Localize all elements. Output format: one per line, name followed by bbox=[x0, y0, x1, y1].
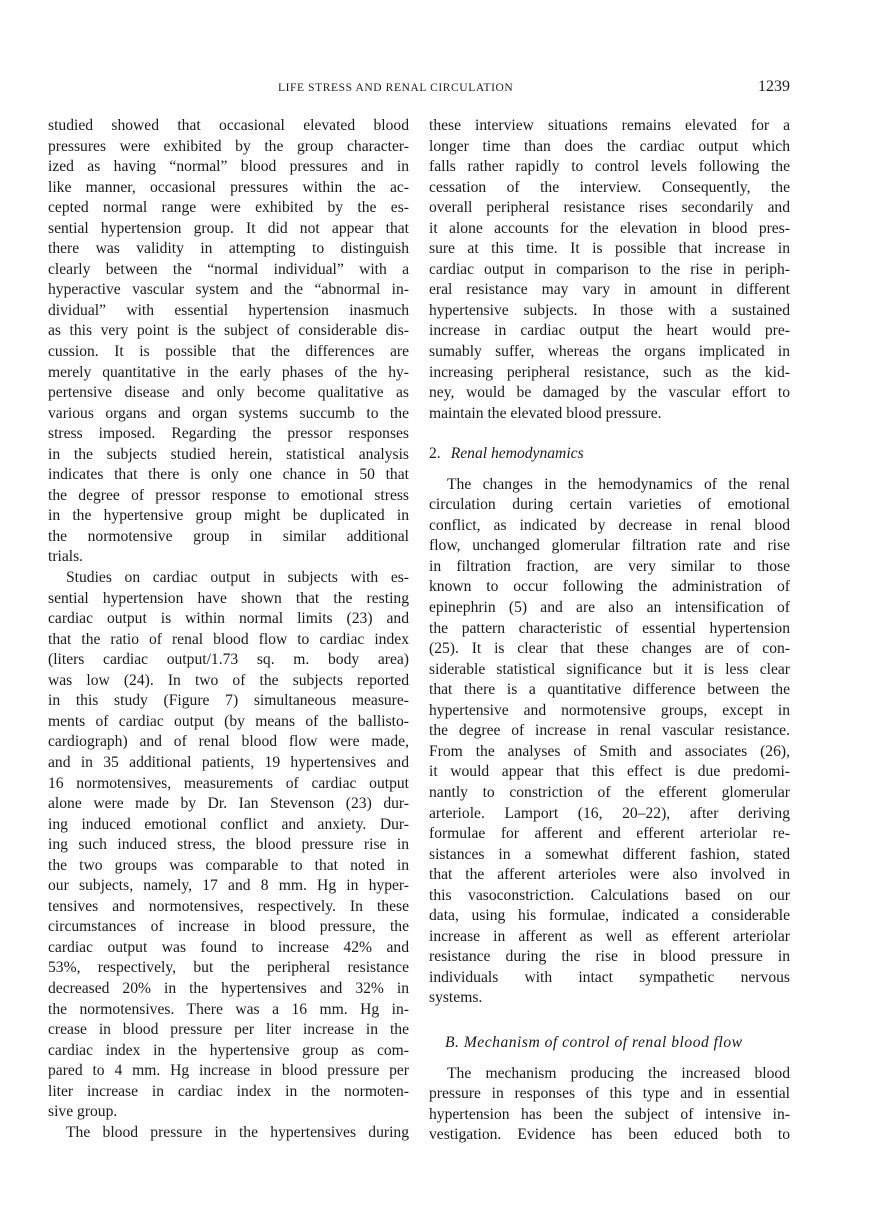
text-line: maintain the elevated blood pressure. bbox=[429, 404, 662, 422]
text-line: pressures were exhibited by the group character- bbox=[48, 137, 409, 155]
spacer bbox=[429, 465, 790, 475]
text-line: hypertensive subjects. In those with a sustained bbox=[429, 301, 790, 319]
spacer bbox=[429, 424, 790, 444]
spacer bbox=[429, 1054, 790, 1064]
text-line: it alone accounts for the elevation in blood pres- bbox=[429, 219, 790, 237]
text-line: our subjects, namely, 17 and 8 mm. Hg in hyper- bbox=[48, 877, 409, 895]
text-line: formulae for afferent and efferent arteriolar re- bbox=[429, 825, 790, 843]
text-line: liter increase in cardiac index in the normoten- bbox=[48, 1082, 409, 1100]
text-line: overall peripheral resistance rises secondarily and bbox=[429, 199, 790, 217]
text-line: the pattern characteristic of essential hypertension bbox=[429, 619, 790, 637]
text-line: systems. bbox=[429, 989, 483, 1007]
text-line: longer time than does the cardiac output which bbox=[429, 137, 790, 155]
text-line: that the afferent arterioles were also involved in bbox=[429, 866, 790, 884]
text-line: 16 normotensives, measurements of cardiac output bbox=[48, 774, 409, 792]
text-line: tensives and normotensives, respectively. In these bbox=[48, 897, 409, 915]
text-line: sential hypertension have shown that the resting bbox=[48, 589, 409, 607]
text-line: indicates that there is only one chance in 50 that bbox=[48, 466, 409, 484]
text-line: ing such induced stress, the blood pressure rise in bbox=[48, 836, 409, 854]
text-line: in the hypertensive group might be duplicated in bbox=[48, 507, 409, 525]
section-number: 2. bbox=[429, 445, 441, 463]
text-line: there was validity in attempting to distinguish bbox=[48, 240, 409, 258]
text-line: flow, unchanged glomerular filtration rate and rise bbox=[429, 537, 790, 555]
text-line: cepted normal range were exhibited by the es- bbox=[48, 199, 409, 217]
text-line: epinephrin (5) and are also an intensification of bbox=[429, 599, 790, 617]
text-line: known to occur following the administration of bbox=[429, 578, 790, 596]
text-line: (liters cardiac output/1.73 sq. m. body area) bbox=[48, 651, 409, 669]
text-line: The mechanism producing the increased blood bbox=[447, 1064, 790, 1082]
section-title: Renal hemodynamics bbox=[450, 445, 584, 463]
text-line: decreased 20% in the hypertensives and 32% in bbox=[48, 979, 409, 997]
text-line: increase in cardiac output the heart would pre- bbox=[429, 322, 790, 340]
text-line: ing induced emotional conflict and anxiety. Dur- bbox=[48, 815, 409, 833]
text-line: these interview situations remains elevated for a bbox=[429, 117, 790, 134]
text-line: ized as having “normal” blood pressures and in bbox=[48, 158, 409, 176]
text-line: alone were made by Dr. Ian Stevenson (23) dur- bbox=[48, 795, 409, 813]
text-line: (25). It is clear that these changes are of con- bbox=[429, 640, 790, 658]
text-line: the two groups was comparable to that noted in bbox=[48, 856, 409, 874]
text-line: it would appear that this effect is due predomi- bbox=[429, 763, 790, 781]
text-line: siderable statistical significance but it is less clear bbox=[429, 660, 790, 678]
text-line: ney, would be damaged by the vascular effort to bbox=[429, 384, 790, 402]
text-line: in the subjects studied herein, statistical analysis bbox=[48, 445, 409, 463]
section-heading bbox=[429, 444, 790, 465]
text-line: ments of cardiac output (by means of the ballisto- bbox=[48, 712, 409, 730]
text-line: in this study (Figure 7) simultaneous measure- bbox=[48, 692, 409, 710]
paragraph bbox=[429, 116, 790, 424]
text-line: conflict, as indicated by decrease in renal blood bbox=[429, 516, 790, 534]
right-column bbox=[429, 116, 790, 1146]
paragraph bbox=[48, 116, 409, 568]
text-line: individuals with intact sympathetic nervous bbox=[429, 968, 790, 986]
text-line: pressure in responses of this type and in essential bbox=[429, 1085, 790, 1103]
text-line: like manner, occasional pressures within the ac- bbox=[48, 178, 409, 196]
text-line: the degree of pressor response to emotional stress bbox=[48, 486, 409, 504]
text-line: was low (24). In two of the subjects reported bbox=[48, 671, 409, 689]
text-line: cardiac index in the hypertensive group as com- bbox=[48, 1041, 409, 1059]
text-line: sistances in a somewhat different fashion, stated bbox=[429, 845, 790, 863]
paragraph bbox=[48, 1123, 409, 1144]
text-line: trials. bbox=[48, 548, 84, 566]
subsection-heading: B. Mechanism of control of renal blood flow bbox=[445, 1033, 743, 1051]
text-line: pared to 4 mm. Hg increase in blood pressure per bbox=[48, 1062, 409, 1080]
text-line: hypertensive and normotensive groups, except in bbox=[429, 701, 790, 719]
text-line: eral resistance may vary in amount in different bbox=[429, 281, 790, 299]
text-line: falls rather rapidly to control levels following the bbox=[429, 158, 790, 176]
text-line: From the analyses of Smith and associates (26), bbox=[429, 742, 790, 760]
text-line: increasing peripheral resistance, such as the kid- bbox=[429, 363, 790, 381]
text-line: resistance during the rise in blood pressure in bbox=[429, 948, 790, 966]
text-line: cardiac output in comparison to the rise in periph- bbox=[429, 260, 790, 278]
paragraph bbox=[429, 475, 790, 1009]
text-line: merely quantitative in the early phases of the hy- bbox=[48, 363, 409, 381]
text-line: The changes in the hemodynamics of the renal bbox=[447, 475, 790, 493]
text-line: circumstances of increase in blood pressure, the bbox=[48, 918, 409, 936]
text-line: this vasoconstriction. Calculations based on our bbox=[429, 886, 790, 904]
text-line: circulation during certain varieties of emotional bbox=[429, 496, 790, 514]
text-line: pertensive disease and only become qualitative as bbox=[48, 384, 409, 402]
running-title: LIFE STRESS AND RENAL CIRCULATION bbox=[278, 82, 514, 94]
text-line: various organs and organ systems succumb to the bbox=[48, 404, 409, 422]
text-line: cessation of the interview. Consequently, the bbox=[429, 178, 790, 196]
text-line: as this very point is the subject of considerable dis- bbox=[48, 322, 409, 340]
page-header bbox=[0, 78, 880, 100]
text-line: sure at this time. It is possible that increase in bbox=[429, 240, 790, 258]
text-line: the degree of increase in renal vascular resistance. bbox=[429, 722, 790, 740]
text-line: vestigation. Evidence has been educed both to bbox=[429, 1126, 790, 1144]
text-line: sential hypertension group. It did not appear that bbox=[48, 219, 409, 237]
text-line: the normotensives. There was a 16 mm. Hg in- bbox=[48, 1000, 409, 1018]
text-line: hypertension has been the subject of intensive in- bbox=[429, 1105, 790, 1123]
text-line: in filtration fraction, are very similar to those bbox=[429, 557, 790, 575]
text-line: that there is a quantitative difference between the bbox=[429, 681, 790, 699]
text-line: cardiac output was found to increase 42% and bbox=[48, 938, 409, 956]
page-number: 1239 bbox=[758, 78, 790, 95]
text-line: dividual” with essential hypertension inasmuch bbox=[48, 301, 409, 319]
text-line: stress imposed. Regarding the pressor responses bbox=[48, 425, 409, 443]
text-line: 53%, respectively, but the peripheral resistance bbox=[48, 959, 409, 977]
text-line: clearly between the “normal individual” with a bbox=[48, 260, 409, 278]
text-line: nantly to constriction of the efferent glomerular bbox=[429, 783, 790, 801]
text-line: Studies on cardiac output in subjects with es- bbox=[66, 569, 409, 587]
paragraph bbox=[48, 568, 409, 1123]
text-line: and in 35 additional patients, 19 hypertensives and bbox=[48, 753, 409, 771]
text-line: cussion. It is possible that the differences are bbox=[48, 343, 409, 361]
text-line: sumably suffer, whereas the organs implicated in bbox=[429, 343, 790, 361]
text-line: The blood pressure in the hypertensives during bbox=[66, 1123, 409, 1141]
text-line: the normotensive group in similar additional bbox=[48, 527, 409, 545]
text-line: hyperactive vascular system and the “abnormal in- bbox=[48, 281, 409, 299]
text-line: data, using his formulae, indicated a considerable bbox=[429, 907, 790, 925]
spacer bbox=[429, 1009, 790, 1033]
text-line: arteriole. Lamport (16, 20–22), after deriving bbox=[429, 804, 790, 822]
text-line: sive group. bbox=[48, 1103, 118, 1121]
text-line: cardiac output is within normal limits (23) and bbox=[48, 610, 409, 628]
left-column bbox=[48, 116, 409, 1143]
paragraph bbox=[429, 1064, 790, 1146]
text-line: cardiograph) and of renal blood flow were made, bbox=[48, 733, 409, 751]
text-line: studied showed that occasional elevated blood bbox=[48, 117, 409, 134]
text-line: crease in blood pressure per liter increase in the bbox=[48, 1021, 409, 1039]
text-line: increase in afferent as well as efferent arteriolar bbox=[429, 927, 790, 945]
text-line: that the ratio of renal blood flow to cardiac index bbox=[48, 630, 409, 648]
